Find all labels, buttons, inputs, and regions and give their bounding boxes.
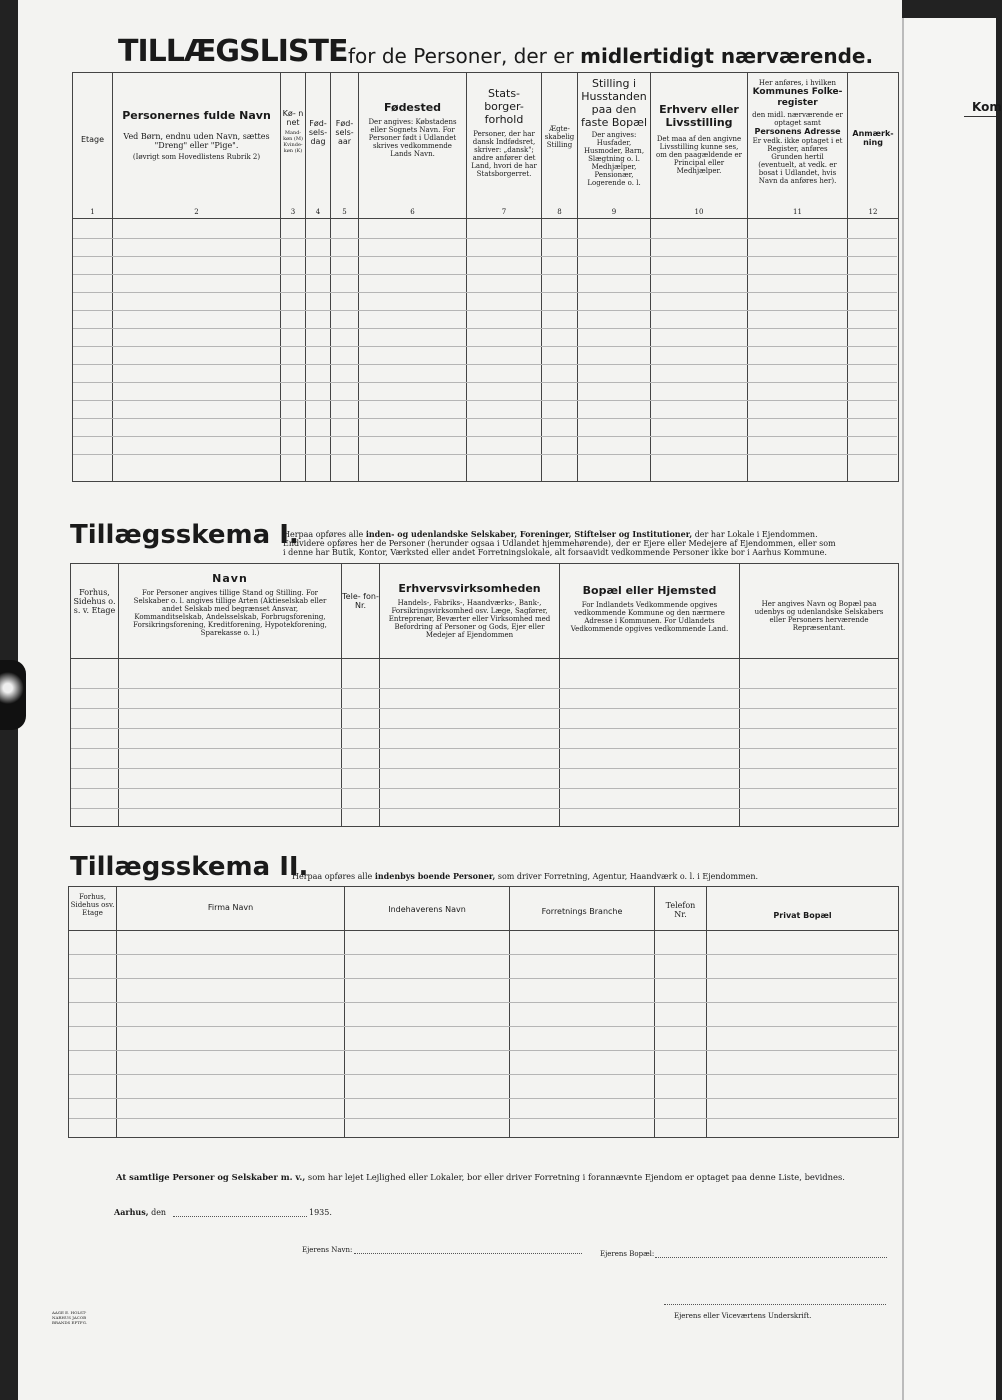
col-num: 6 [410, 208, 415, 216]
col-num: 4 [315, 208, 321, 216]
owner-address-label: Ejerens Bopæl: [600, 1250, 655, 1258]
col-navn-label: Personernes fulde Navn [122, 109, 271, 122]
intro-text: der har Lokale i Ejendommen. [694, 530, 818, 539]
col-folkeregister-desc: den midl. nærværende er optaget samt [752, 111, 843, 127]
binder-clip [0, 660, 26, 730]
skema1-intro-line2: Endvidere opføres her de Personer (herunder ogsaa i Udlandet hjemmehørende), der er Ejere eller Medejere af Ejendommen, eller som [283, 539, 836, 548]
signature-field[interactable] [664, 1304, 886, 1305]
city: Aarhus, [114, 1207, 149, 1217]
col-folkeregister-label2: Personens Adresse [754, 127, 841, 136]
col-num: 7 [501, 208, 507, 216]
s2-col-telefon: Telefon Nr. [665, 901, 696, 919]
col-anmaerkning [848, 73, 899, 219]
skema1-title: Tillægsskema I. [70, 520, 299, 550]
certification-text [116, 1172, 892, 1182]
s1-col-repraesentant: Her angives Navn og Bopæl paa udenbys og udenlandske Selskabers eller Personers herværende Repræsentant. [754, 600, 884, 632]
owner-address-field[interactable] [655, 1257, 887, 1258]
col-husstand-desc: Der angives: Husfader, Husmoder, Barn, Slægtning o. l. Medhjælper, Pensionær, Logerende o. l. [583, 131, 645, 187]
col-foedselsaar [331, 73, 359, 219]
skema1-intro [283, 530, 903, 557]
col-statsborger [467, 73, 542, 219]
s2-col-firma: Firma Navn [207, 903, 254, 912]
col-num: 5 [342, 208, 347, 216]
certify-text: som har lejet Lejlighed eller Lokaler, bor eller driver Forretning i forannævnte Ejendom er optaget paa denne Liste, bevidnes. [307, 1172, 845, 1182]
intro-bold: inden- og udenlandske Selskaber, Foreninger, Stiftelser og Institutioner, [365, 529, 693, 539]
skema2-table [68, 886, 899, 1138]
s1-col-etage: Forhus, Sidehus o. s. v. Etage [73, 588, 116, 615]
col-num: 10 [694, 208, 704, 216]
den-label: den [151, 1208, 167, 1217]
year: 1935. [309, 1208, 332, 1217]
printer-imprint: AAGE E. HOLST-NARHUS JACOB BRANDS EFTFG. [52, 1310, 88, 1325]
col-foedested-desc: Der angives: Købstadens eller Sognets Navn. For Personer født i Udlandet skrives vedkommende Lands Navn. [368, 118, 457, 158]
col-foedested [359, 73, 467, 219]
tillaegsliste-table [72, 72, 899, 482]
date-line [114, 1208, 166, 1217]
col-folkeregister [748, 73, 848, 219]
owner-name-field[interactable] [354, 1253, 582, 1254]
subtitle-bold: midlertidigt nærværende. [580, 44, 874, 68]
col-husstand [578, 73, 651, 219]
intro-bold: indenbys boende Personer, [374, 871, 496, 881]
col-husstand-label: Stilling i Husstanden paa den faste Bopæl [580, 77, 648, 129]
col-erhverv [651, 73, 748, 219]
col-aegteskab [542, 73, 578, 219]
col-foedselsaar-label: Fød- sels- aar [335, 119, 354, 146]
col-num: 2 [194, 208, 199, 216]
skema1-intro-line3: i denne har Butik, Kontor, Værksted eller andet Forretningslokale, alt forsaavidt vedkommende Personer ikke bor i Aarhus Kommune. [283, 548, 827, 557]
s1-col-bopael-desc: For Indlandets Vedkommende opgives vedkommende Kommune og den nærmere Adresse i Kommunen. For Udlandets Vedkommende opgives vedkommende Land. [570, 601, 729, 633]
col-folkeregister-pre: Her anføres, i hvilken [758, 79, 837, 87]
col-navn-desc: Ved Børn, endnu uden Navn, sættes "Dreng" eller "Pige". [123, 132, 270, 150]
form-page [18, 0, 902, 1400]
owner-name-label: Ejerens Navn: [302, 1246, 353, 1254]
col-statsborger-desc: Personer, der har dansk Indfødsret, skriver: „dansk"; andre anfører det Land, hvori de har Statsborgerret. [471, 130, 537, 178]
s1-col-erhverv: Erhvervsvirksomheden [398, 582, 541, 595]
s2-col-branche: Forretnings Branche [541, 907, 623, 916]
col-koen-desc: Mand- køn (M) Kvinde- køn (K) [283, 130, 303, 154]
s2-col-indehaver: Indehaverens Navn [388, 905, 466, 914]
s1-col-bopael: Bopæl eller Hjemsted [582, 584, 717, 597]
col-statsborger-label: Stats- borger- forhold [484, 87, 524, 126]
list-title: TILLÆGSLISTE [118, 34, 348, 69]
intro-text: Herpaa opføres alle [283, 530, 364, 539]
col-num: 8 [557, 208, 562, 216]
col-erhverv-label: Erhverv eller Livsstilling [659, 103, 739, 129]
col-num: 1 [90, 208, 95, 216]
intro-text: som driver Forretning, Agentur, Haandværk o. l. i Ejendommen. [497, 872, 759, 881]
col-foedselsdag-label: Fød- sels- dag [308, 119, 328, 146]
col-num: 9 [611, 208, 617, 216]
col-etage-label: Etage [80, 135, 105, 144]
skema2-intro [292, 872, 892, 881]
s1-col-navn: Navn [212, 572, 248, 585]
skema2-title: Tillægsskema II. [70, 852, 309, 882]
skema1-intro-line1 [283, 530, 903, 539]
col-folkeregister-label: Kommunes Folke- register [752, 87, 843, 108]
signature-label: Ejerens eller Viceværtens Underskrift. [674, 1312, 812, 1320]
s2-col-privat-bopael: Privat Bopæl [773, 911, 832, 920]
certify-bold: At samtlige Personer og Selskaber m. v., [116, 1172, 306, 1182]
col-koen [281, 73, 306, 219]
s2-col-etage: Forhus, Sidehus osv. Etage [70, 893, 115, 917]
col-etage [73, 73, 113, 219]
date-field[interactable] [173, 1216, 307, 1217]
intro-text: Herpaa opføres alle [292, 872, 373, 881]
s1-col-erhverv-desc: Handels-, Fabriks-, Haandværks-, Bank-, Forsikringsvirksomhed osv. Læge, Sagfører, Entreprenør, Beværter eller Virksomhed med Befordring af Personer og Gods, Ejer eller Medejer af Ejendommen [388, 599, 551, 639]
s1-col-navn-desc: For Personer angives tillige Stand og Stilling. For Selskaber o. l. angives tillige Arten (Aktieselskab eller andet Selskab med begrænset Ansvar, Kommanditselskab, Andelsselskab, Forbrugsforening, Forsikringsforening, Kreditforening, Hypotekforening, Sparekasse o. l.) [133, 589, 327, 637]
col-anmaerkning-label: Anmærk- ning [852, 129, 894, 147]
col-navn [113, 73, 281, 219]
right-page-edge [902, 18, 1002, 1400]
col-foedselsdag [306, 73, 331, 219]
col-num: 11 [793, 208, 802, 216]
col-foedested-label: Fødested [383, 101, 442, 114]
list-subtitle [348, 44, 873, 68]
right-page-text: Kom [972, 100, 1002, 114]
subtitle-text: for de Personer, der er [348, 44, 574, 68]
col-num: 12 [868, 208, 878, 216]
s1-col-telefon: Tele- fon- Nr. [342, 592, 379, 610]
col-num: 3 [290, 208, 296, 216]
col-aegteskab-label: Ægte- skabelig Stilling [544, 125, 575, 149]
col-folkeregister-desc2: Er vedk. ikke optaget i et Register, anføres Grunden hertil (eventuelt, at vedk. er bosat i Udlandet, hvis Navn da anføres her). [752, 137, 843, 185]
col-koen-label: Kø- nnet [282, 109, 304, 127]
col-erhverv-desc: Det maa af den angivne Livsstilling kunne ses, om den paagældende er Principal eller Medhjælper. [655, 135, 743, 175]
col-navn-note: (Iøvrigt som Hovedlistens Rubrik 2) [132, 153, 261, 161]
